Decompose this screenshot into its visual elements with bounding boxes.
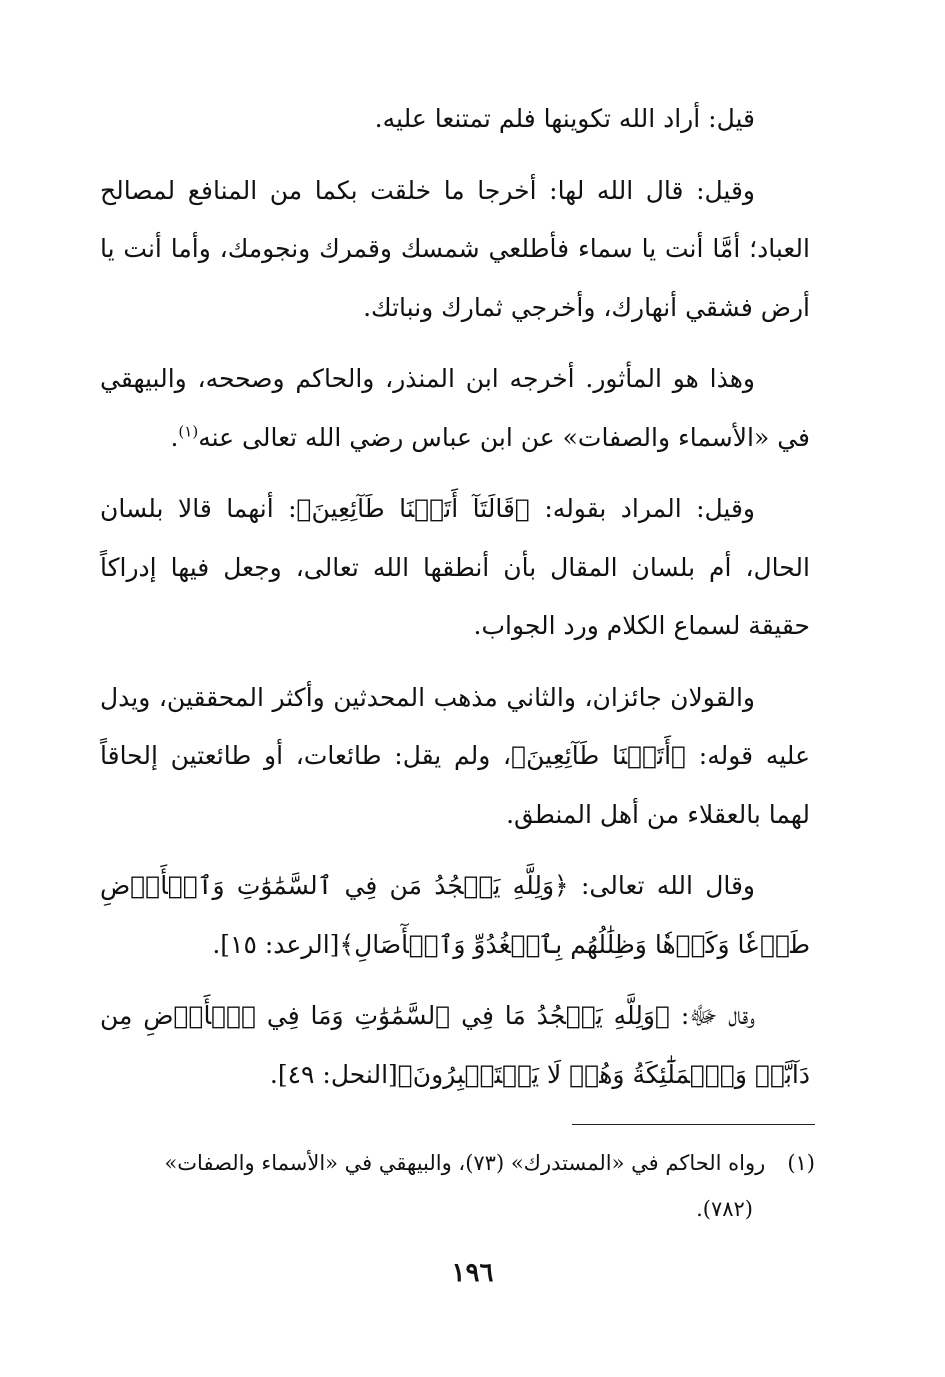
quran-verse: ﴿وَلِلَّهِ يَسۡجُدُ مَا فِي ٱلسَّمَٰوَٰتِ وَمَا فِي ٱلۡأَرۡضِ مِن دَآبَّةٖ وَٱلۡمَلَٰٓئِكَةُ وَهُمۡ لَا يَسۡتَكۡبِرُونَ﴾ xyxy=(100,1001,810,1089)
paragraph-end: . xyxy=(269,1059,278,1089)
footnote-1 xyxy=(100,1140,815,1232)
footnote-text: رواه الحاكم في «المستدرك» (٧٣)، والبيهقي في «الأسماء والصفات» xyxy=(164,1151,766,1175)
paragraph-text: والقولان جائزان، والثاني مذهب المحدثين وأكثر المحققين، ويدل عليه قوله: xyxy=(100,682,810,770)
paragraph-3 xyxy=(100,350,810,467)
verse-reference: [النحل: ٤٩] xyxy=(277,1059,398,1089)
quran-verse: ﴿أَتَيۡنَا طَآئِعِينَ﴾ xyxy=(511,741,687,770)
paragraph-1 xyxy=(100,90,810,149)
quran-verse: ﴿قَالَتَآ أَتَيۡنَا طَآئِعِينَ﴾ xyxy=(296,494,530,523)
verse-reference: [الرعد: ١٥] xyxy=(220,929,340,959)
footnotes xyxy=(100,1140,815,1232)
footnote-divider xyxy=(572,1124,815,1125)
paragraph-7 xyxy=(100,987,810,1104)
paragraph-2 xyxy=(100,162,810,338)
page-number: ١٩٦ xyxy=(451,1258,494,1288)
paragraph-text: ، ولم يقل: طائعات، أو طائعتين إلحاقاً لهما بالعقلاء من أهل المنطق. xyxy=(100,741,810,829)
paragraph-5 xyxy=(100,669,810,845)
main-text xyxy=(100,90,810,1117)
paragraph-end: . xyxy=(170,422,179,452)
paragraph-text: وقيل: قال الله لها: أخرجا ما خلقت بكما من المنافع لمصالح العباد؛ أمَّا أنت يا سماء فأطلعي شمسك وقمرك ونجومك، وأما أنت يا أرض فشقي أنهارك، وأخرجي ثمارك ونباتك. xyxy=(100,175,810,322)
paragraph-text: وقيل: المراد بقوله: xyxy=(529,494,755,523)
footnote-number: (١) xyxy=(787,1151,815,1175)
paragraph-text: وقال ﷻ: xyxy=(670,1001,755,1030)
paragraph-text: قيل: أراد الله تكوينها فلم تمتنعا عليه. xyxy=(374,104,755,133)
paragraph-end: . xyxy=(212,929,221,959)
paragraph-text: وقال الله تعالى: xyxy=(568,871,756,900)
paragraph-6 xyxy=(100,857,810,974)
paragraph-text: وهذا هو المأثور. أخرجه ابن المنذر، والحاكم وصححه، والبيهقي في «الأسماء والصفات» عن ابن عباس رضي الله تعالى عنه xyxy=(100,364,810,452)
paragraph-4 xyxy=(100,480,810,656)
footnote-marker[interactable]: (١) xyxy=(178,422,199,441)
quran-verse: ﴿وَلِلَّهِ يَسۡجُدُ مَن فِي ٱلسَّمَٰوَٰتِ وَٱلۡأَرۡضِ طَوۡعٗا وَكَرۡهٗا وَظِلَٰلُهُم بِٱلۡغُدُوِّ وَٱلۡأٓصَالِ﴾ xyxy=(100,871,810,959)
paragraph-text: : أنهما قالا بلسان الحال، أم بلسان المقال بأن أنطقها الله تعالى، وجعل فيها إدراكاً حقيقة لسماع الكلام ورد الجواب. xyxy=(100,494,810,640)
footnote-text-continued: (٧٨٢). xyxy=(696,1197,753,1221)
